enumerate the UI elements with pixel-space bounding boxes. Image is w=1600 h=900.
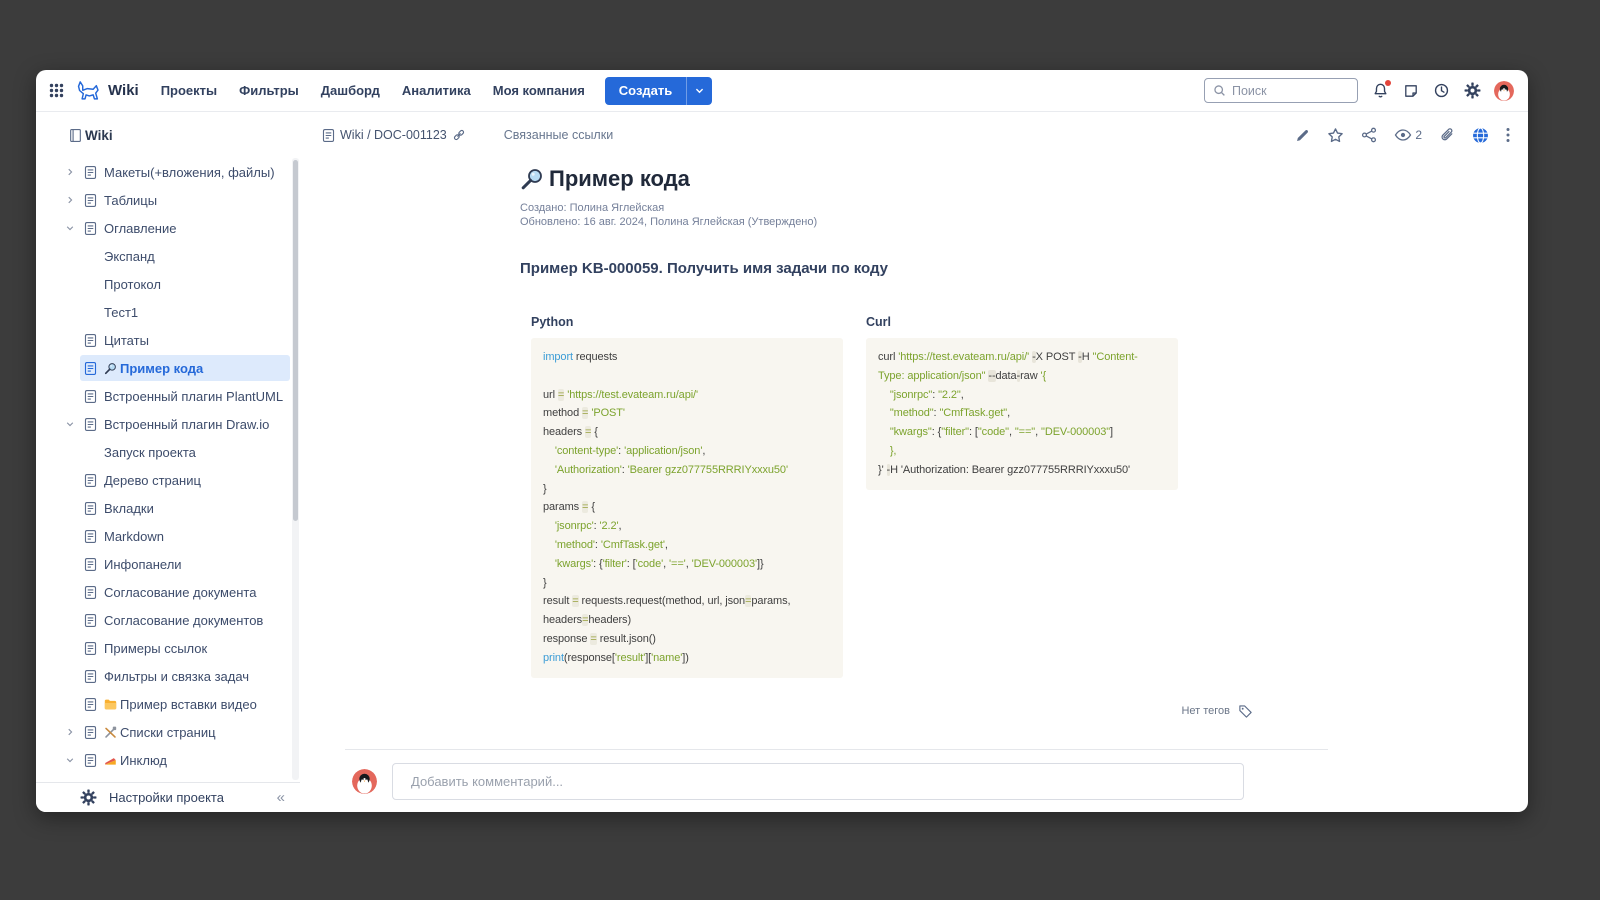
- sidebar-item[interactable]: [36, 214, 300, 242]
- sidebar-subitem[interactable]: [36, 242, 300, 270]
- code-line: 'jsonrpc': '2.2',: [554, 520, 622, 533]
- sidebar-subitem[interactable]: [36, 270, 300, 298]
- sidebar-item-label: Инфопанели: [104, 556, 182, 572]
- sidebar-item[interactable]: [36, 662, 300, 690]
- page-doc-icon: [84, 746, 97, 774]
- sidebar-item-label: Согласование документа: [104, 584, 257, 600]
- sidebar-item-label: Таблицы: [104, 192, 158, 208]
- main-content: [300, 112, 1528, 812]
- sidebar-item-label: Примеры ссылок: [104, 640, 208, 656]
- more-icon[interactable]: [1506, 127, 1510, 143]
- code-block: [866, 315, 1178, 678]
- code-line: 'kwargs': {'filter': ['code', '==', 'DEV-000003']}: [554, 557, 764, 570]
- wiki-book-icon: [69, 128, 82, 143]
- sidebar-item-label: Встроенный плагин Draw.io: [104, 416, 270, 432]
- page-doc-icon: [84, 550, 97, 578]
- star-icon[interactable]: [1327, 127, 1344, 144]
- tools-icon: [104, 726, 117, 739]
- link-icon[interactable]: [452, 128, 466, 142]
- code-line: import requests: [543, 351, 618, 363]
- code-line: "method": "CmfTask.get",: [889, 407, 1011, 420]
- page-doc-icon: [84, 522, 97, 550]
- code-line: 'content-type': 'application/json',: [554, 444, 706, 457]
- sidebar-item-label: Встроенный плагин PlantUML: [104, 388, 284, 404]
- sidebar-item-label: Макеты(+вложения, файлы): [104, 164, 275, 180]
- sidebar-item-label: Экспанд: [104, 248, 155, 264]
- breadcrumb[interactable]: [322, 128, 466, 143]
- comment-divider: [345, 749, 1328, 750]
- nav-menu-item[interactable]: Проекты: [160, 83, 218, 98]
- sidebar-item-label: Согласование документов: [104, 612, 264, 628]
- code-line: response = result.json(): [543, 632, 656, 645]
- logo-dino-icon[interactable]: [75, 79, 103, 102]
- sidebar-item[interactable]: [36, 746, 300, 774]
- collapse-sidebar-button[interactable]: «: [276, 789, 284, 806]
- content-header: [300, 112, 1528, 158]
- view-count: 2: [1415, 128, 1422, 142]
- code-block: [531, 315, 843, 678]
- sidebar-item[interactable]: [36, 410, 300, 438]
- sidebar-item-label: Списки страниц: [104, 718, 216, 746]
- chevron-down-icon[interactable]: [65, 746, 75, 774]
- sidebar-item[interactable]: [36, 634, 300, 662]
- share-icon[interactable]: [1361, 127, 1377, 143]
- sidebar-subitem[interactable]: [36, 298, 300, 326]
- code-line: result = requests.request(method, url, json=params,: [543, 595, 791, 608]
- no-tags-label: Нет тегов: [1181, 705, 1230, 718]
- sidebar-item[interactable]: [36, 354, 300, 382]
- code-line: "jsonrpc": "2.2",: [889, 388, 964, 401]
- chevron-down-icon[interactable]: [65, 410, 75, 438]
- sidebar-item[interactable]: [36, 522, 300, 550]
- code-line: print(response['result']['name']): [543, 651, 689, 664]
- app-window: [36, 70, 1528, 812]
- code-line: url = 'https://test.evateam.ru/api/': [543, 388, 699, 401]
- page-title-row: [520, 166, 1528, 192]
- code-line: }' -H 'Authorization: Bearer gzz077755RRRIYxxxu50': [878, 463, 1131, 476]
- nav-menu-item[interactable]: Фильтры: [239, 83, 299, 98]
- page-doc-icon: [84, 382, 97, 410]
- breadcrumb-path[interactable]: Wiki / DOC-001123: [340, 128, 447, 142]
- sidebar: [36, 112, 300, 812]
- code-panel: [531, 338, 843, 678]
- chevron-right-icon[interactable]: [65, 158, 75, 186]
- sidebar-item[interactable]: [36, 718, 300, 746]
- settings-gear-icon[interactable]: [80, 789, 97, 806]
- sidebar-item[interactable]: [36, 494, 300, 522]
- page-toolbar: [1295, 127, 1510, 144]
- sidebar-subitem[interactable]: [36, 438, 300, 466]
- sidebar-footer: [36, 782, 300, 812]
- project-settings-label[interactable]: Настройки проекта: [109, 790, 224, 805]
- globe-icon[interactable]: [1472, 127, 1489, 144]
- article: [300, 166, 1528, 719]
- section-heading: Пример KB-000059. Получить имя задачи по коду: [520, 260, 889, 277]
- page-doc-icon: [84, 214, 97, 242]
- related-links-tab[interactable]: Связанные ссылки: [503, 128, 614, 142]
- code-line: 'method': 'CmfTask.get',: [554, 538, 668, 551]
- sidebar-item-label: Протокол: [104, 276, 161, 292]
- tag-icon[interactable]: [1238, 704, 1253, 719]
- page-doc-icon: [84, 662, 97, 690]
- code-block-label: Curl: [866, 315, 891, 329]
- document-icon: [322, 128, 335, 143]
- note-icon[interactable]: [1403, 83, 1419, 99]
- page-title: Пример кода: [549, 166, 690, 191]
- folder-icon: [104, 698, 117, 711]
- page-doc-icon: [84, 410, 97, 438]
- code-line: "kwargs": {"filter": ["code", "==", "DEV-000003"]: [889, 426, 1114, 439]
- scrollbar-thumb[interactable]: [293, 160, 298, 521]
- sidebar-item-label: Инклюд: [104, 746, 167, 774]
- sidebar-item[interactable]: [36, 578, 300, 606]
- chevron-right-icon[interactable]: [65, 186, 75, 214]
- history-icon[interactable]: [1433, 82, 1450, 99]
- page-doc-icon: [84, 494, 97, 522]
- sidebar-item-label: Оглавление: [104, 220, 177, 236]
- sidebar-tree: [36, 158, 300, 782]
- sidebar-item[interactable]: [36, 158, 300, 186]
- create-button[interactable]: [605, 77, 712, 105]
- sidebar-item-label: Тест1: [104, 304, 139, 320]
- search-box[interactable]: [1204, 78, 1358, 103]
- page-doc-icon: [84, 634, 97, 662]
- code-line: params = {: [543, 501, 595, 514]
- sidebar-item[interactable]: [36, 186, 300, 214]
- notification-dot: [1385, 80, 1391, 86]
- code-line: headers=headers): [543, 614, 632, 627]
- sidebar-item-label: Запуск проекта: [104, 444, 196, 460]
- user-avatar[interactable]: [1494, 81, 1514, 101]
- code-line: curl 'https://test.evateam.ru/api/' -X POST -H "Content-: [878, 351, 1138, 363]
- top-navigation: [36, 70, 1528, 112]
- page-doc-icon: [84, 718, 97, 746]
- sidebar-subitem[interactable]: [36, 774, 300, 782]
- edit-icon[interactable]: [1295, 128, 1310, 143]
- nav-menu-item[interactable]: Дашборд: [320, 83, 380, 98]
- created-meta: Создано: Полина Яглейская: [520, 202, 665, 214]
- code-line: Type: application/json" --data-raw '{: [878, 369, 1047, 382]
- comment-section: [352, 763, 1528, 800]
- sidebar-item[interactable]: [36, 690, 300, 718]
- page-doc-icon: [84, 354, 97, 382]
- sidebar-item-label: [104, 774, 177, 782]
- sidebar-scrollbar[interactable]: [292, 158, 299, 780]
- page-doc-icon: [84, 690, 97, 718]
- sidebar-item-label: Дерево страниц: [104, 472, 201, 488]
- nav-icon-group: [1358, 82, 1481, 99]
- updated-meta: Обновлено: 16 авг. 2024, Полина Яглейская (Утверждено): [520, 216, 818, 228]
- page-doc-icon: [84, 578, 97, 606]
- chevron-down-icon[interactable]: [65, 214, 75, 242]
- nav-menu-item[interactable]: Аналитика: [401, 83, 471, 98]
- sidebar-item-label: Цитаты: [104, 332, 149, 348]
- search-icon: [1213, 84, 1226, 97]
- nav-menu-item[interactable]: Моя компания: [492, 83, 585, 98]
- eye-icon[interactable]: [1394, 128, 1422, 142]
- page-doc-icon: [84, 326, 97, 354]
- page-doc-icon: [84, 186, 97, 214]
- include-icon: [104, 754, 117, 767]
- code-line: }: [543, 576, 547, 589]
- code-panel: [866, 338, 1178, 490]
- code-block-label: Python: [531, 315, 574, 329]
- sidebar-item[interactable]: [36, 550, 300, 578]
- sidebar-item[interactable]: [36, 382, 300, 410]
- code-blocks: [531, 315, 1528, 678]
- create-button-label[interactable]: Создать: [618, 82, 673, 98]
- code-line: },: [878, 444, 897, 457]
- sidebar-item-label: Markdown: [104, 528, 164, 544]
- sidebar-item[interactable]: [36, 326, 300, 354]
- page-doc-icon: [84, 466, 97, 494]
- sidebar-item[interactable]: [36, 606, 300, 634]
- tags-row: [520, 704, 1528, 719]
- apps-grid-icon[interactable]: [49, 83, 64, 98]
- sidebar-header: [69, 128, 113, 143]
- chevron-right-icon[interactable]: [65, 718, 75, 746]
- nav-menu: [139, 83, 585, 98]
- brand-title[interactable]: Wiki: [108, 82, 139, 99]
- magnifier-icon: [104, 362, 117, 375]
- code-line: method = 'POST': [543, 407, 625, 420]
- sidebar-item[interactable]: [36, 466, 300, 494]
- attach-icon[interactable]: [1439, 127, 1455, 143]
- code-line: [543, 367, 831, 386]
- code-line: }: [543, 482, 547, 495]
- sidebar-item-label: Вкладки: [104, 500, 154, 516]
- sidebar-item-label: Пример вставки видео: [104, 690, 257, 718]
- code-line: 'Authorization': 'Bearer gzz077755RRRIYxxxu50': [554, 463, 788, 476]
- sidebar-item-label: Пример кода: [104, 354, 203, 382]
- comment-input[interactable]: [392, 763, 1244, 800]
- sidebar-header-label: Wiki: [85, 128, 113, 143]
- gear-icon[interactable]: [1464, 82, 1481, 99]
- magnifier-icon: [520, 167, 544, 191]
- page-doc-icon: [84, 606, 97, 634]
- code-line: headers = {: [543, 426, 598, 439]
- sidebar-item-label: Фильтры и связка задач: [104, 668, 250, 684]
- create-dropdown-caret[interactable]: [686, 77, 712, 105]
- bell-icon[interactable]: [1372, 82, 1389, 99]
- search-input[interactable]: [1232, 84, 1349, 98]
- comment-avatar: [352, 769, 377, 794]
- page-doc-icon: [84, 158, 97, 186]
